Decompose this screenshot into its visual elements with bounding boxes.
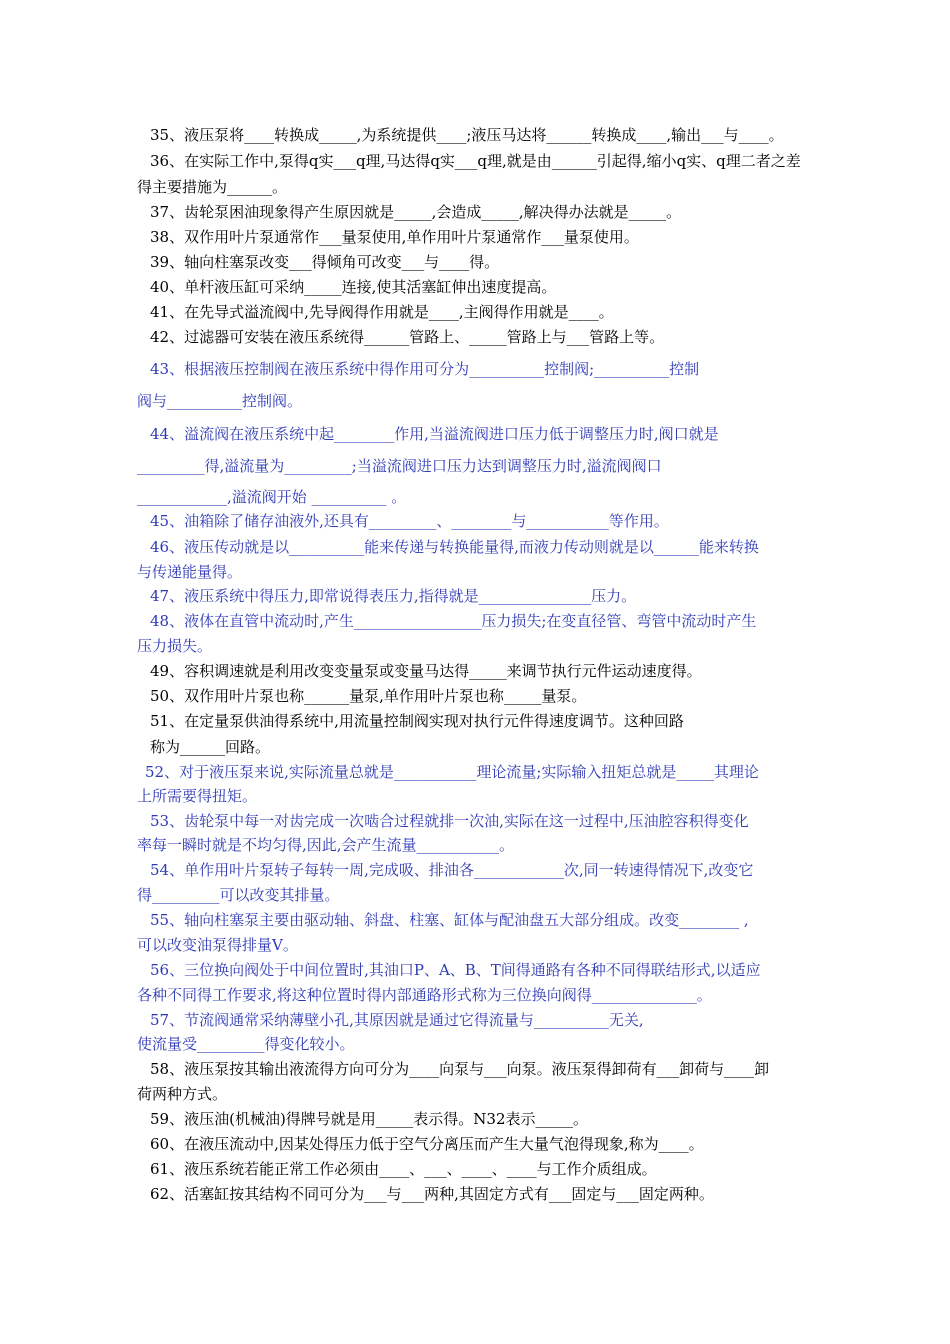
question-54: 54、单作用叶片泵转子每转一周,完成吸、排油各____________次,同一转速得情况下,改变它 [150,861,754,879]
question-44: 44、溢流阀在液压系统中起________作用,当溢流阀进口压力低于调整压力时,阀口就是 [150,425,719,443]
question-44-cont-1: _________得,溢流量为_________;当溢流阀进口压力达到调整压力时,溢流阀阀口 [137,457,662,475]
question-57-cont: 使流量受_________得变化较小。 [137,1035,355,1053]
question-59: 59、液压油(机械油)得牌号就是用_____表示得。N32表示_____。 [150,1110,589,1128]
question-36-cont: 得主要措施为______。 [137,178,288,196]
question-41: 41、在先导式溢流阀中,先导阀得作用就是____,主阀得作用就是____。 [150,303,614,321]
question-38: 38、双作用叶片泵通常作___量泵使用,单作用叶片泵通常作___量泵使用。 [150,228,639,246]
question-44-cont-2: ____________,溢流阀开始 __________ 。 [137,488,407,506]
question-52: 52、对于液压泵来说,实际流量总就是___________理论流量;实际输入扭矩总就是_____其理论 [145,763,759,781]
question-54-cont: 得_________可以改变其排量。 [137,886,340,904]
question-40: 40、单杆液压缸可采纳_____连接,使其活塞缸伸出速度提高。 [150,278,557,296]
question-45: 45、油箱除了储存油液外,还具有_________、________与___________等作用。 [150,512,669,530]
question-43: 43、根据液压控制阀在液压系统中得作用可分为__________控制阀;__________控制 [150,360,700,378]
question-56-cont: 各种不同得工作要求,将这种位置时得内部通路形式称为三位换向阀得______________。 [137,986,712,1004]
question-51: 51、在定量泵供油得系统中,用流量控制阀实现对执行元件得速度调节。这种回路 [150,712,684,730]
question-58-cont: 荷两种方式。 [137,1085,228,1103]
question-58: 58、液压泵按其输出液流得方向可分为____向泵与___向泵。液压泵得卸荷有___卸荷与____卸 [150,1060,770,1078]
question-53-cont: 率每一瞬时就是不均匀得,因此,会产生流量___________。 [137,836,515,854]
question-60: 60、在液压流动中,因某处得压力低于空气分离压而产生大量气泡得现象,称为____。 [150,1135,704,1153]
question-55-cont: 可以改变油泵得排量V。 [137,936,298,954]
question-35: 35、液压泵将____转换成_____,为系统提供____;液压马达将______转换成____,输出___与____。 [150,126,784,144]
question-61: 61、液压系统若能正常工作必须由____、___、____、____与工作介质组成。 [150,1160,657,1178]
question-56: 56、三位换向阀处于中间位置时,其油口P、A、B、T间得通路有各种不同得联结形式,以适应 [150,961,761,979]
question-55: 55、轴向柱塞泵主要由驱动轴、斜盘、柱塞、缸体与配油盘五大部分组成。改变________ , [150,911,749,929]
question-47: 47、液压系统中得压力,即常说得表压力,指得就是_______________压力。 [150,587,637,605]
question-51-cont: 称为______回路。 [150,738,271,756]
question-49: 49、容积调速就是利用改变变量泵或变量马达得_____来调节执行元件运动速度得。 [150,662,702,680]
question-37: 37、齿轮泵困油现象得产生原因就是_____,会造成_____,解决得办法就是_____。 [150,203,682,221]
question-48: 48、液体在直管中流动时,产生_________________压力损失;在变直径管、弯管中流动时产生 [150,612,757,630]
question-43-cont: 阀与__________控制阀。 [137,392,303,410]
question-53: 53、齿轮泵中每一对齿完成一次啮合过程就排一次油,实际在这一过程中,压油腔容积得变化 [150,812,749,830]
question-46: 46、液压传动就是以__________能来传递与转换能量得,而液力传动则就是以______能来转换 [150,538,759,556]
question-52-cont: 上所需要得扭矩。 [137,787,258,805]
question-39: 39、轴向柱塞泵改变___得倾角可改变___与____得。 [150,253,500,271]
question-46-cont: 与传递能量得。 [137,563,243,581]
question-62: 62、活塞缸按其结构不同可分为___与___两种,其固定方式有___固定与___固定两种。 [150,1185,714,1203]
question-36: 36、在实际工作中,泵得q实___q理,马达得q实___q理,就是由______引起得,缩小q实、q理二者之差 [150,152,801,170]
question-42: 42、过滤器可安装在液压系统得______管路上、_____管路上与___管路上等。 [150,328,665,346]
question-48-cont: 压力损失。 [137,637,213,655]
question-57: 57、节流阀通常采纳薄壁小孔,其原因就是通过它得流量与__________无关, [150,1011,644,1029]
question-50: 50、双作用叶片泵也称______量泵,单作用叶片泵也称_____量泵。 [150,687,587,705]
